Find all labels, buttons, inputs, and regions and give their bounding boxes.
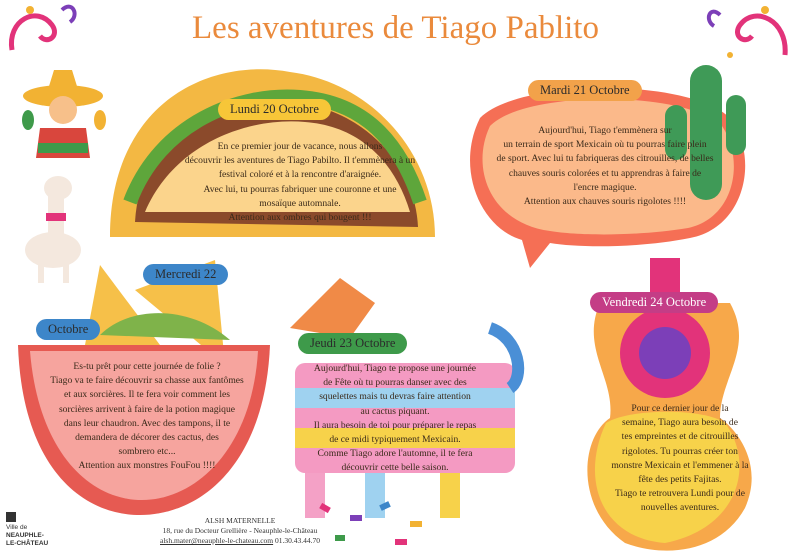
logo-line: NEAUPHLE- — [6, 532, 44, 539]
text-line: sorcières arrivent à faire de la potion magique — [58, 403, 236, 415]
text-line: squelettes mais tu devras faire attention — [319, 391, 471, 403]
text-line: Attention aux chauves souris rigolotes !!!! — [523, 196, 687, 208]
text-line: Pour ce dernier jour de la — [631, 403, 729, 414]
text-line: festival coloré et à la rencontre d'araignée. — [218, 169, 382, 181]
text-line: un terrain de sport Mexicain où tu pourras faire plein — [503, 139, 707, 151]
text-line: rigolotes. Tu pourras créer ton — [622, 445, 738, 457]
day-text-mardi — [460, 124, 750, 209]
contact-line — [130, 536, 350, 546]
day-text-mercredi — [22, 360, 272, 474]
text-line: et aux sorcières. Il te fera voir comment les — [64, 389, 230, 401]
phone: 01.30.43.44.70 — [274, 536, 320, 545]
footer-contact — [130, 516, 350, 546]
text-line: Il aura besoin de toi pour préparer le repas — [313, 419, 477, 431]
text-line: de sport. Avec lui tu fabriqueras des citrouilles, de belles — [496, 153, 714, 165]
logo-line: Ville de — [6, 524, 28, 531]
day-label-mercredi: Mercredi 22 — [143, 264, 228, 285]
mexican-character-illustration — [18, 58, 108, 168]
text-line: demandera de décorer des cactus, des — [75, 432, 219, 444]
text-line: sombrero etc... — [118, 446, 176, 458]
text-line: de Fête où tu pourras danser avec des — [323, 377, 467, 389]
day-label-jeudi: Jeudi 23 Octobre — [298, 333, 407, 354]
org-name: ALSH MATERNELLE — [204, 516, 276, 525]
text-line: Attention aux ombres qui bougent !!! — [228, 212, 372, 224]
text-line: Tiago va te faire découvrir sa chasse aux fantômes — [50, 375, 244, 387]
address: 18, rue du Docteur Grellière - Neauphle-le-Château — [162, 526, 318, 535]
day-text-lundi — [155, 140, 445, 225]
text-line: tes empreintes et de citrouilles — [621, 431, 739, 443]
day-label-lundi: Lundi 20 Octobre — [218, 99, 331, 120]
day-text-jeudi — [280, 362, 510, 476]
page-title: Les aventures de Tiago Pablito — [192, 10, 599, 46]
text-line: monstre Mexicain et l'emmener à la — [611, 459, 749, 471]
text-line: Avec lui, tu pourras fabriquer une couronne et une — [203, 183, 397, 195]
text-line: découvrir les aventures de Tiago Pabilto. Il t'emmènera à un — [184, 155, 416, 167]
text-line: dans leur chaudron. Avec des tampons, il te — [63, 417, 231, 429]
llama-illustration — [8, 168, 88, 288]
day-label-mardi: Mardi 21 Octobre — [528, 80, 642, 101]
text-line: Attention aux monstres FouFou !!!! — [78, 460, 216, 472]
town-logo — [6, 512, 48, 548]
email-link[interactable]: alsh.mater@neauphle-le-chateau.com — [160, 536, 274, 545]
text-line: Aujourd'hui, Tiago t'emmènera sur — [538, 125, 672, 136]
text-line: découvrir cette belle saison. — [341, 462, 449, 474]
text-line: Comme Tiago adore l'automne, il te fera — [317, 448, 473, 460]
day-label-vendredi: Vendredi 24 Octobre — [590, 292, 718, 313]
text-line: fête des petits Fajitas. — [638, 474, 722, 486]
swirl-left-decoration — [2, 0, 82, 60]
text-line: mosaïque automnale. — [259, 197, 341, 209]
text-line: nouvelles aventures. — [640, 502, 720, 514]
text-line: au cactus piquant. — [360, 405, 430, 417]
text-line: de ce midi typiquement Mexicain. — [329, 434, 461, 446]
text-line: chauves souris colorées et tu apprendras à faire de — [508, 167, 702, 179]
day-label-mercredi-month: Octobre — [36, 319, 100, 340]
text-line: l'encre magique. — [573, 181, 637, 193]
text-line: Es-tu prêt pour cette journée de folie ? — [73, 361, 221, 372]
day-text-vendredi — [585, 402, 775, 516]
text-line: En ce premier jour de vacance, nous allons — [217, 141, 383, 152]
logo-line: LE-CHÂTEAU — [6, 540, 49, 547]
text-line: Aujourd'hui, Tiago te propose une journée — [313, 363, 477, 374]
crest-icon — [6, 512, 16, 522]
text-line: Tiago te retrouvera Lundi pour de — [615, 488, 745, 500]
text-line: semaine, Tiago aura besoin de — [622, 417, 738, 429]
